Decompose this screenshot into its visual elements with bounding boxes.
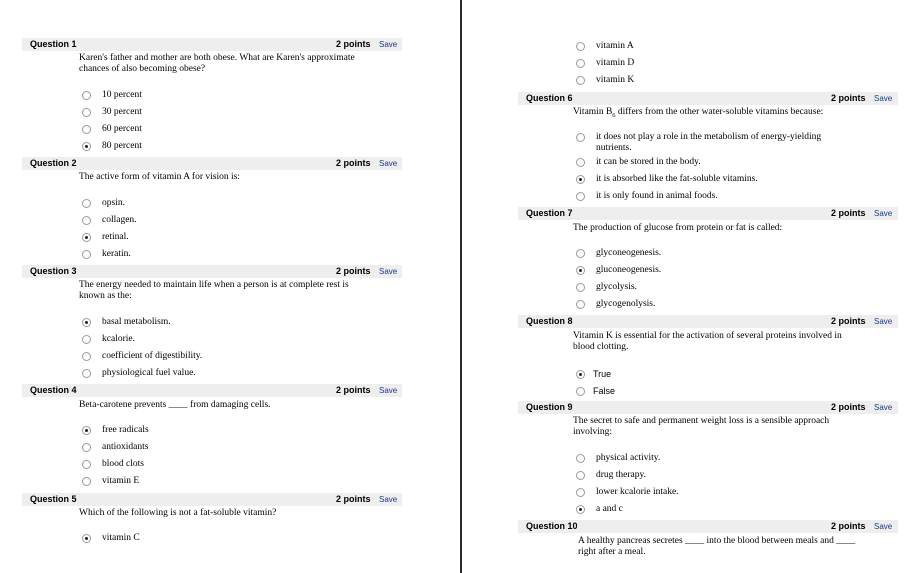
question-text: The production of glucose from protein or fat is called: xyxy=(573,223,783,233)
question-4-header xyxy=(22,384,402,397)
radio-button[interactable] xyxy=(82,369,91,378)
option-label: 80 percent xyxy=(102,141,142,151)
radio-button[interactable] xyxy=(82,125,91,134)
radio-button[interactable] xyxy=(576,300,585,309)
option-label: physiological fuel value. xyxy=(102,368,196,378)
radio-button[interactable] xyxy=(576,158,585,167)
question-text: The secret to safe and permanent weight loss is a sensible approach xyxy=(573,416,830,426)
question-points: 2 points xyxy=(831,208,866,218)
question-text: blood clotting. xyxy=(573,342,629,352)
radio-button-selected[interactable] xyxy=(576,370,585,379)
option-label: 30 percent xyxy=(102,107,142,117)
save-button[interactable]: Save xyxy=(379,159,398,168)
option-label: vitamin E xyxy=(102,476,140,486)
question-text: known as the: xyxy=(79,291,132,301)
question-title: Question 8 xyxy=(526,316,573,326)
question-points: 2 points xyxy=(336,266,371,276)
option-label: False xyxy=(593,386,616,396)
question-title: Question 4 xyxy=(30,385,77,395)
question-text: Which of the following is not a fat-soluble vitamin? xyxy=(79,508,277,518)
radio-button[interactable] xyxy=(576,133,585,142)
question-points: 2 points xyxy=(831,316,866,326)
question-1-header xyxy=(22,38,402,51)
save-button[interactable]: Save xyxy=(379,386,398,395)
question-title: Question 6 xyxy=(526,93,573,103)
question-text: Beta-carotene prevents ____ from damaging cells. xyxy=(79,400,271,410)
option-label: vitamin A xyxy=(596,41,634,51)
radio-button-selected[interactable] xyxy=(576,505,585,514)
option-label: keratin. xyxy=(102,249,131,259)
question-title: Question 1 xyxy=(30,39,77,49)
question-title: Question 10 xyxy=(526,521,578,531)
radio-button[interactable] xyxy=(576,42,585,51)
question-text: A healthy pancreas secretes ____ into the blood between meals and ____ xyxy=(578,536,856,546)
question-text: right after a meal. xyxy=(578,547,646,557)
question-points: 2 points xyxy=(336,385,371,395)
option-label-continued: nutrients. xyxy=(596,143,632,153)
radio-button[interactable] xyxy=(576,488,585,497)
radio-button[interactable] xyxy=(576,471,585,480)
question-text-part: differs from the other water-soluble vitamins because: xyxy=(615,107,824,117)
save-button[interactable]: Save xyxy=(379,495,398,504)
radio-button[interactable] xyxy=(576,249,585,258)
save-button[interactable]: Save xyxy=(874,94,893,103)
option-label: gluconeogenesis. xyxy=(596,265,662,275)
save-button[interactable]: Save xyxy=(874,317,893,326)
option-label: basal metabolism. xyxy=(102,317,171,327)
question-3-header xyxy=(22,265,402,278)
question-text: involving: xyxy=(573,427,613,437)
question-points: 2 points xyxy=(336,494,371,504)
column-divider xyxy=(460,0,462,573)
option-label: glycolysis. xyxy=(596,282,637,292)
question-title: Question 7 xyxy=(526,208,573,218)
question-text: The active form of vitamin A for vision is: xyxy=(79,172,240,182)
option-label: it is absorbed like the fat-soluble vitamins. xyxy=(596,174,758,184)
radio-button[interactable] xyxy=(576,76,585,85)
radio-button[interactable] xyxy=(576,59,585,68)
option-label: it can be stored in the body. xyxy=(596,157,701,167)
question-title: Question 9 xyxy=(526,402,573,412)
radio-button[interactable] xyxy=(82,199,91,208)
radio-button[interactable] xyxy=(82,352,91,361)
option-label: glycogenolysis. xyxy=(596,299,656,309)
question-title: Question 3 xyxy=(30,266,77,276)
question-points: 2 points xyxy=(831,521,866,531)
option-label: lower kcalorie intake. xyxy=(596,487,679,497)
question-text: Vitamin K is essential for the activation of several proteins involved in xyxy=(573,331,842,341)
radio-button-selected[interactable] xyxy=(82,426,91,435)
radio-button[interactable] xyxy=(82,335,91,344)
question-points: 2 points xyxy=(336,39,371,49)
radio-button-selected[interactable] xyxy=(576,266,585,275)
question-9-header xyxy=(518,401,898,414)
option-label: 60 percent xyxy=(102,124,142,134)
question-text-part: Vitamin B xyxy=(573,107,613,117)
question-6-header xyxy=(518,92,898,105)
option-label: physical activity. xyxy=(596,453,661,463)
radio-button[interactable] xyxy=(82,443,91,452)
option-label: 10 percent xyxy=(102,90,142,100)
option-label: vitamin C xyxy=(102,533,140,543)
question-points: 2 points xyxy=(831,93,866,103)
save-button[interactable]: Save xyxy=(874,209,893,218)
question-title: Question 5 xyxy=(30,494,77,504)
radio-button-selected[interactable] xyxy=(82,318,91,327)
option-label: glyconeogenesis. xyxy=(596,248,662,258)
option-label: it is only found in animal foods. xyxy=(596,191,718,201)
question-5-header xyxy=(22,493,402,506)
option-label: vitamin D xyxy=(596,58,635,68)
subscript: 6 xyxy=(612,111,616,119)
option-label: opsin. xyxy=(102,198,125,208)
question-10-header xyxy=(518,520,898,533)
option-label: a and c xyxy=(596,504,623,514)
radio-button[interactable] xyxy=(576,454,585,463)
option-label: True xyxy=(593,369,612,379)
radio-button[interactable] xyxy=(82,91,91,100)
radio-button-selected[interactable] xyxy=(82,142,91,151)
question-2-header xyxy=(22,157,402,170)
question-points: 2 points xyxy=(336,158,371,168)
save-button[interactable]: Save xyxy=(379,267,398,276)
save-button[interactable]: Save xyxy=(874,403,893,412)
question-text: Karen's father and mother are both obese. What are Karen's approximate xyxy=(79,53,355,63)
option-label: coefficient of digestibility. xyxy=(102,351,203,361)
save-button[interactable]: Save xyxy=(874,522,893,531)
radio-button[interactable] xyxy=(576,192,585,201)
radio-button-selected[interactable] xyxy=(82,233,91,242)
option-label: collagen. xyxy=(102,215,137,225)
question-text: The energy needed to maintain life when a person is at complete rest is xyxy=(79,280,349,290)
question-title: Question 2 xyxy=(30,158,77,168)
radio-button[interactable] xyxy=(82,477,91,486)
radio-button-selected[interactable] xyxy=(82,534,91,543)
radio-button[interactable] xyxy=(82,460,91,469)
radio-button-selected[interactable] xyxy=(576,175,585,184)
radio-button[interactable] xyxy=(82,216,91,225)
option-label: retinal. xyxy=(102,232,129,242)
question-points: 2 points xyxy=(831,402,866,412)
option-label: blood clots xyxy=(102,459,144,469)
question-7-header xyxy=(518,207,898,220)
radio-button[interactable] xyxy=(82,250,91,259)
option-label: vitamin K xyxy=(596,75,635,85)
radio-button[interactable] xyxy=(576,283,585,292)
question-text xyxy=(573,107,823,118)
option-label: drug therapy. xyxy=(596,470,647,480)
save-button[interactable]: Save xyxy=(379,40,398,49)
option-label: antioxidants xyxy=(102,442,149,452)
question-8-header xyxy=(518,315,898,328)
radio-button[interactable] xyxy=(576,387,585,396)
option-label: kcalorie. xyxy=(102,334,135,344)
question-text: chances of also becoming obese? xyxy=(79,64,206,74)
option-label: it does not play a role in the metabolism of energy-yielding xyxy=(596,132,822,142)
option-label: free radicals xyxy=(102,425,149,435)
radio-button[interactable] xyxy=(82,108,91,117)
